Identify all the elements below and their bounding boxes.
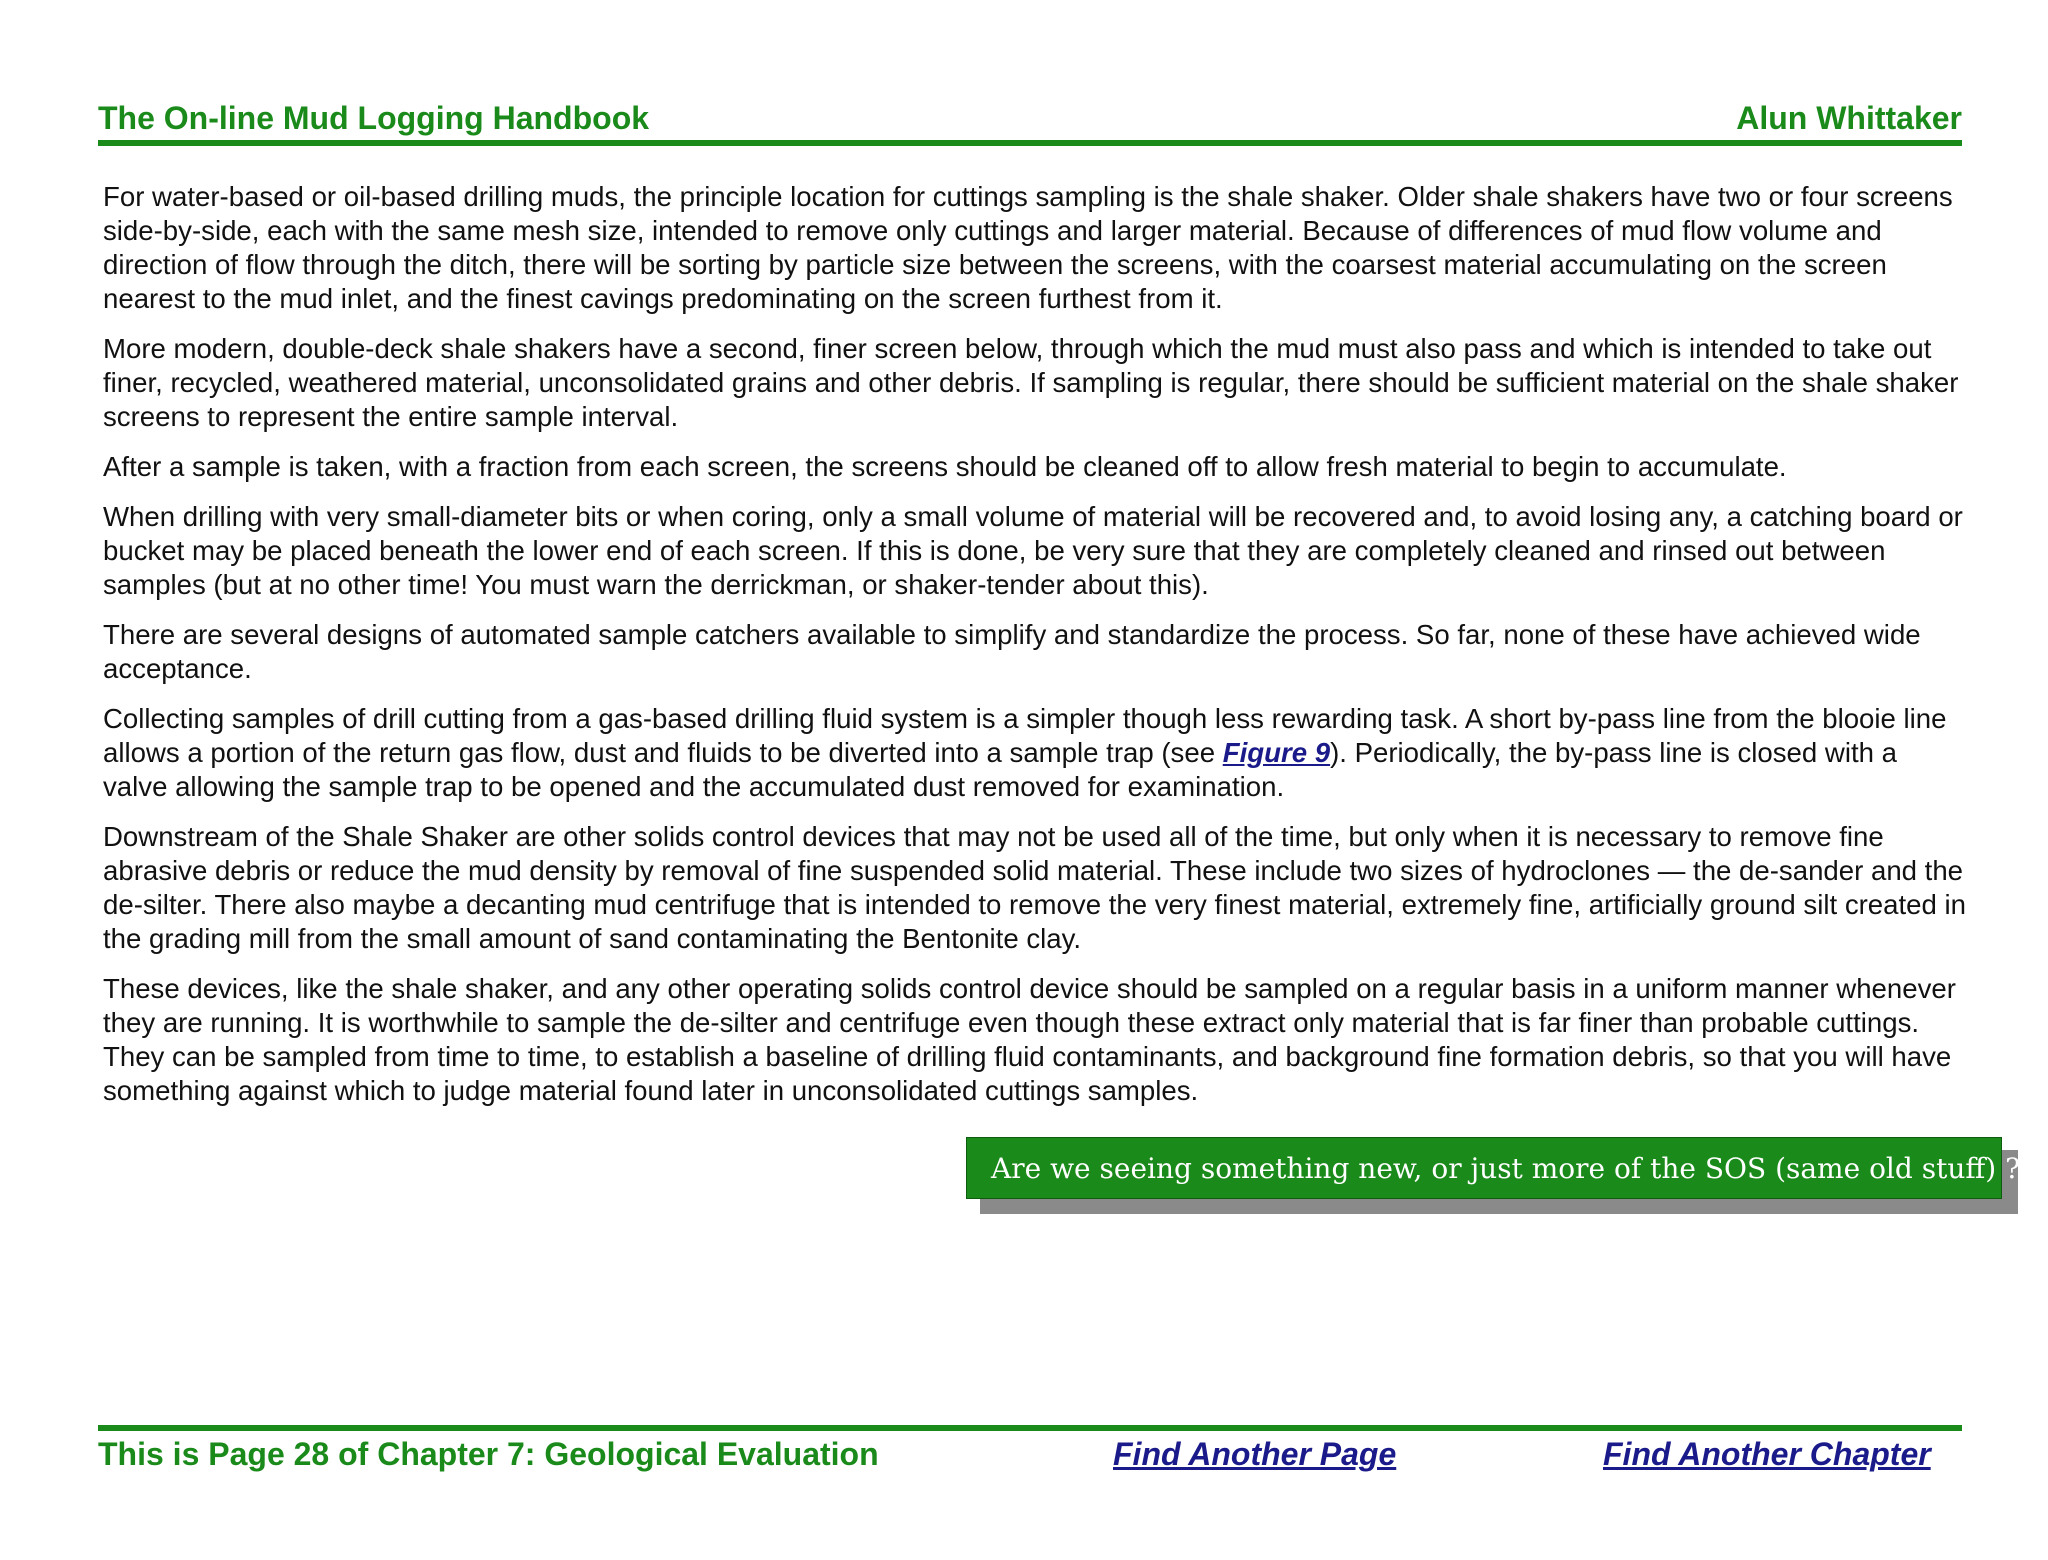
paragraph-8: These devices, like the shale shaker, and any other operating solids control device should be sampled on a regular basis in a uniform manner whenever they are running. It is worthwhile to sample the de-silter and centrifuge even though these extract only material that is far finer than probable cuttings. They can be sampled from time to time, to establish a baseline of drilling fluid contaminants, and background fine formation debris, so that you will have something against which to judge material found later in unconsolidated cuttings samples.	[103, 973, 1956, 1106]
find-another-chapter-link[interactable]: Find Another Chapter	[1603, 1436, 1931, 1472]
paragraph-1: For water-based or oil-based drilling muds, the principle location for cuttings sampling is the shale shaker. Older shale shakers have two or four screens side-by-side, each with the same mesh size, intended to remove only cuttings and larger material. Because of differences of mud flow volume and direction of flow through the ditch, there will be sorting by particle size between the screens, with the coarsest material accumulating on the screen nearest to the mud inlet, and the finest cavings predominating on the screen furthest from it.	[103, 181, 1953, 314]
paragraph-5: There are several designs of automated sample catchers available to simplify and standardize the process. So far, none of these have achieved wide acceptance.	[103, 619, 1921, 684]
body-text	[103, 180, 1967, 1124]
paragraph-6-text-before: Collecting samples of drill cutting from a gas-based drilling fluid system is a simpler though less rewarding task. A short by-pass line from the blooie line allows a portion of the return gas flow, dust and fluids to be diverted into a sample trap (see	[103, 703, 1947, 768]
callout-text: Are we seeing something new, or just more of the SOS (same old stuff) ?	[991, 1151, 2021, 1185]
find-another-page-link[interactable]: Find Another Page	[1113, 1436, 1397, 1472]
paragraph-6	[103, 702, 1967, 804]
page-header	[98, 96, 1962, 146]
paragraph-6-text-after: ). Periodically, the by-pass line is closed with a valve allowing the sample trap to be opened and the accumulated dust removed for examination.	[103, 737, 1898, 802]
header-author: Alun Whittaker	[1736, 100, 1962, 136]
figure-9-link[interactable]: Figure 9	[1222, 737, 1331, 768]
paragraph-2: More modern, double-deck shale shakers have a second, finer screen below, through which the mud must also pass and which is intended to take out finer, recycled, weathered material, unconsolidated grains and other debris. If sampling is regular, there should be sufficient material on the shale shaker screens to represent the entire sample interval.	[103, 333, 1959, 432]
callout-box	[966, 1137, 2021, 1199]
footer-page-info: This is Page 28 of Chapter 7: Geological Evaluation	[98, 1436, 879, 1472]
paragraph-3: After a sample is taken, with a fraction from each screen, the screens should be cleaned off to allow fresh material to begin to accumulate.	[103, 451, 1787, 482]
paragraph-7: Downstream of the Shale Shaker are other solids control devices that may not be used all of the time, but only when it is necessary to remove fine abrasive debris or reduce the mud density by removal of fine suspended solid material. These include two sizes of hydroclones — the de-sander and the de-silter. There also maybe a decanting mud centrifuge that is intended to remove the very finest material, extremely fine, artificially ground silt created in the grading mill from the small amount of sand contaminating the Bentonite clay.	[103, 821, 1966, 954]
footer-divider	[98, 1425, 1962, 1431]
header-title: The On-line Mud Logging Handbook	[98, 100, 650, 136]
paragraph-4: When drilling with very small-diameter bits or when coring, only a small volume of material will be recovered and, to avoid losing any, a catching board or bucket may be placed beneath the lower end of each screen. If this is done, be very sure that they are completely cleaned and rinsed out between samples (but at no other time! You must warn the derrickman, or shaker-tender about this).	[103, 501, 1963, 600]
